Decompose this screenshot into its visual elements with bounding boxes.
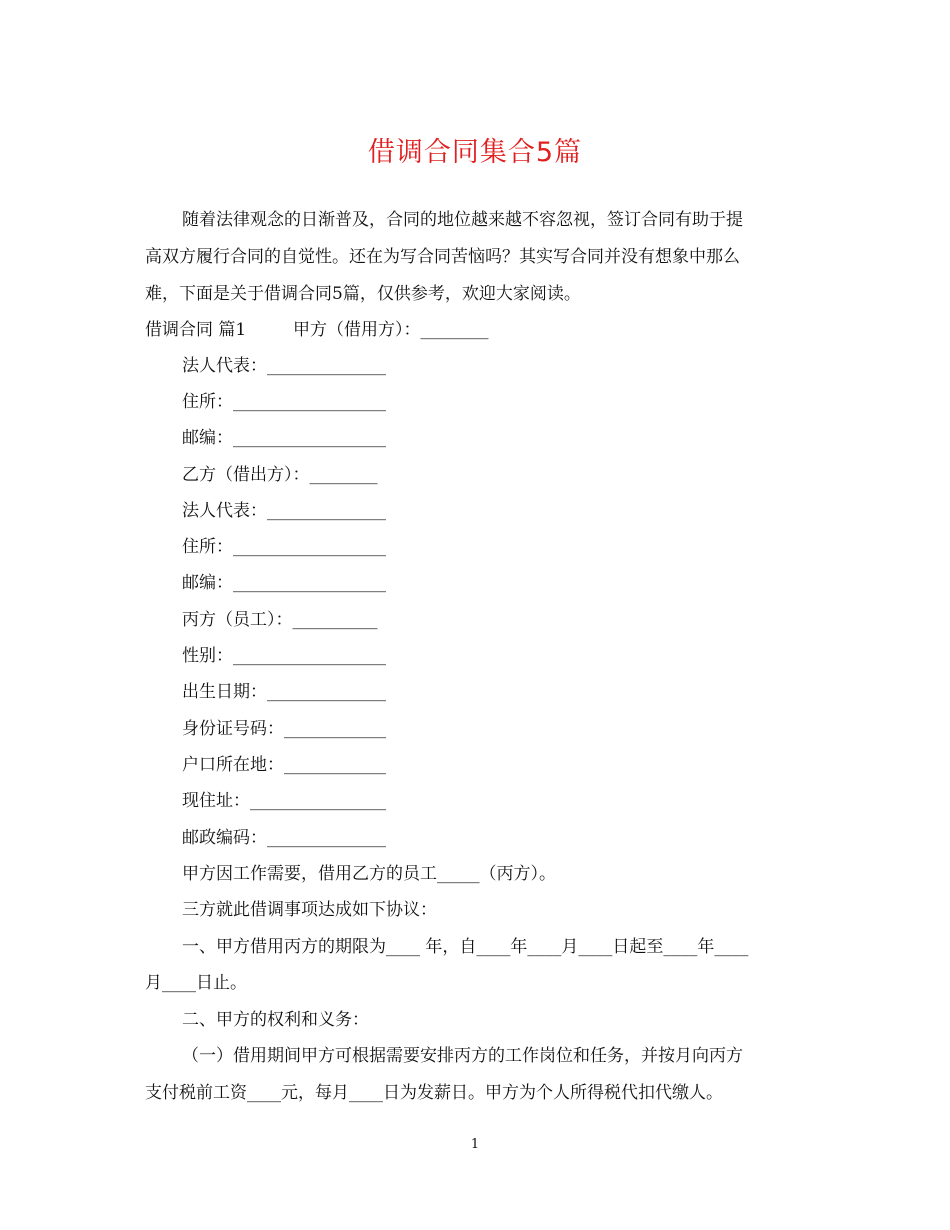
intro-line-2: 高双方履行合同的自觉性。还在为写合同苦恼吗？其实写合同并没有想象中那么	[145, 247, 740, 267]
field-party-c: 丙方（员工）：__________	[182, 610, 378, 630]
field-party-b: 乙方（借出方）：________	[182, 465, 378, 485]
field-address-b: 住所：__________________	[182, 537, 386, 557]
intro-line-1: 随着法律观念的日渐普及，合同的地位越来越不容忽视，签订合同有助于提	[182, 210, 743, 230]
party-a-field: 甲方（借用方）：________	[293, 320, 489, 340]
field-legal-rep-a: 法人代表：______________	[182, 356, 386, 376]
field-postal-code: 邮政编码：______________	[182, 828, 386, 848]
field-gender: 性别：__________________	[182, 646, 386, 666]
field-address-a: 住所：__________________	[182, 392, 386, 412]
field-id-number: 身份证号码：____________	[182, 719, 386, 739]
body-paragraph-1: 甲方因工作需要，借用乙方的员工_____（丙方）。	[182, 864, 556, 884]
body-paragraph-4: 二、甲方的权利和义务：	[182, 1010, 369, 1030]
body-paragraph-2: 三方就此借调事项达成如下协议：	[182, 900, 437, 920]
section-heading: 借调合同 篇1	[145, 320, 247, 340]
document-title: 借调合同集合5篇	[367, 137, 583, 168]
body-paragraph-3-line-1: 一、甲方借用丙方的期限为____ 年，自____年____月____日起至____年____	[182, 937, 749, 957]
field-current-address: 现住址：________________	[182, 791, 386, 811]
body-paragraph-5-line-1: （一）借用期间甲方可根据需要安排丙方的工作岗位和任务，并按月向丙方	[182, 1046, 743, 1066]
body-paragraph-5-line-2: 支付税前工资____元，每月____日为发薪日。甲方为个人所得税代扣代缴人。	[145, 1083, 723, 1103]
page-number: 1	[470, 1137, 480, 1152]
field-legal-rep-b: 法人代表：______________	[182, 501, 386, 521]
field-postcode-a: 邮编：__________________	[182, 428, 386, 448]
field-birth-date: 出生日期：______________	[182, 682, 386, 702]
field-household-registration: 户口所在地：____________	[182, 755, 386, 775]
field-postcode-b: 邮编：__________________	[182, 573, 386, 593]
intro-line-3: 难，下面是关于借调合同5篇，仅供参考，欢迎大家阅读。	[145, 284, 581, 304]
body-paragraph-3-line-2: 月____日止。	[145, 973, 247, 993]
